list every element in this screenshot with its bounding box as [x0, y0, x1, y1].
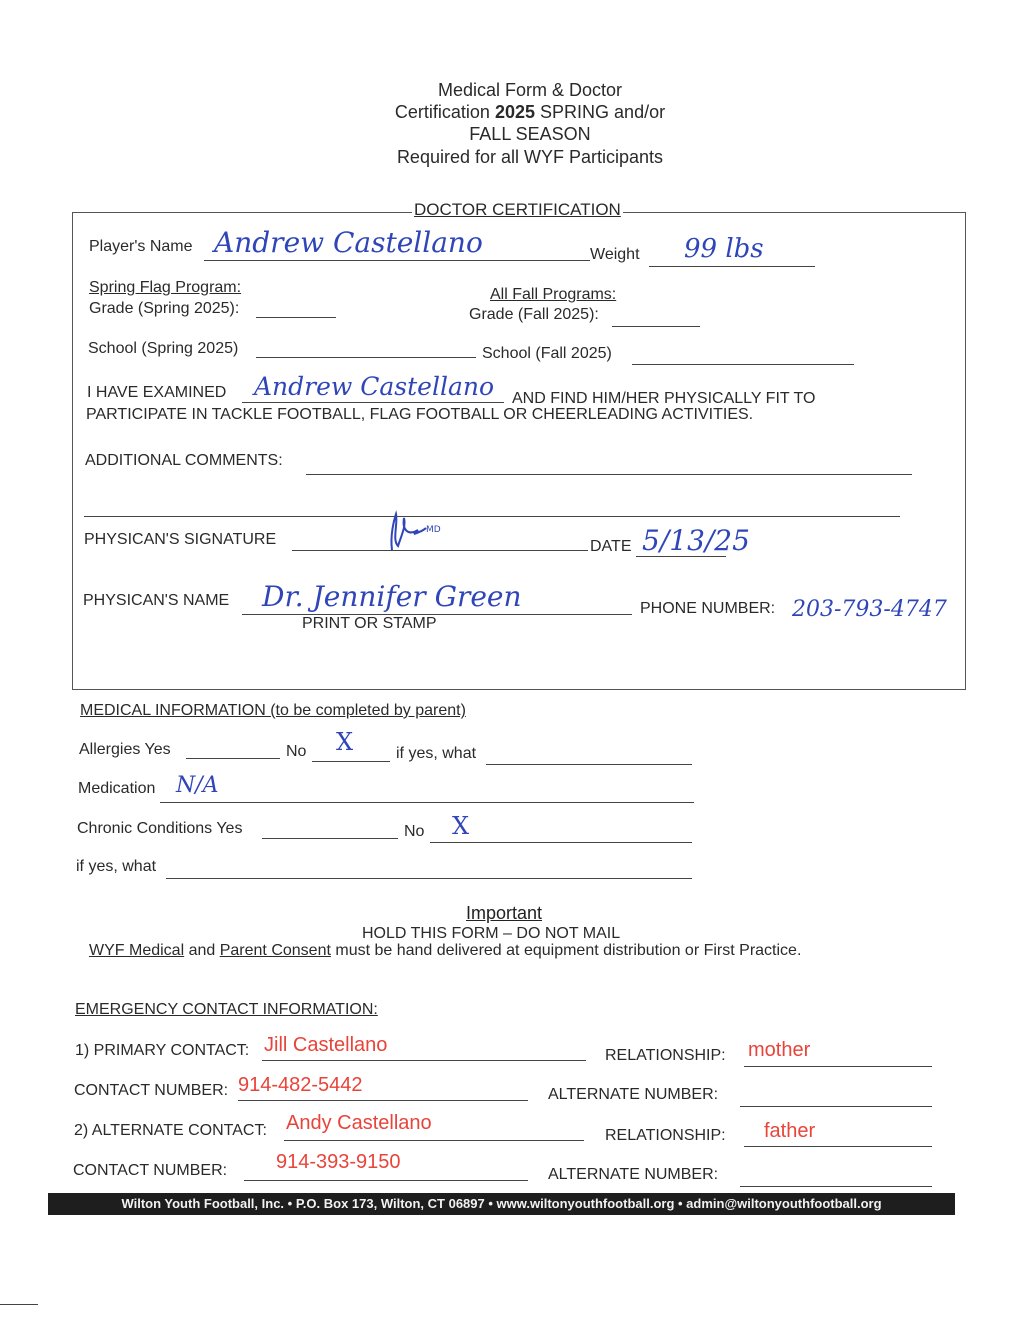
chronic-yes-line[interactable] — [262, 838, 398, 839]
allergies-if-yes-label: if yes, what — [396, 745, 477, 762]
wyf-medical: WYF Medical — [89, 942, 185, 959]
primary-alt-number-label: ALTERNATE NUMBER: — [548, 1086, 719, 1103]
fit-text-2: PARTICIPATE IN TACKLE FOOTBALL, FLAG FOOTBALL OR CHEERLEADING ACTIVITIES. — [86, 406, 754, 423]
footer-bar: Wilton Youth Football, Inc. • P.O. Box 173, Wilton, CT 06897 • www.wiltonyouthfootball.org • admin@wiltonyouthfootball.org — [48, 1193, 955, 1215]
allergies-no-line[interactable] — [312, 761, 390, 762]
fit-text-1: AND FIND HIM/HER PHYSICALLY FIT TO — [512, 390, 816, 407]
grade-spring-line[interactable] — [256, 317, 336, 318]
medication-line — [160, 802, 694, 803]
medication-label: Medication — [78, 780, 156, 797]
important-and: and — [188, 942, 216, 959]
all-fall-programs: All Fall Programs: — [490, 286, 617, 303]
primary-relationship-line — [744, 1066, 932, 1067]
date-label: DATE — [590, 538, 632, 555]
print-or-stamp: PRINT OR STAMP — [302, 615, 437, 632]
important-heading: Important — [466, 903, 543, 923]
allergies-what-line[interactable] — [486, 764, 692, 765]
comments-line-1[interactable] — [306, 474, 912, 475]
spring-flag-program: Spring Flag Program: — [89, 279, 242, 296]
allergies-no-mark[interactable]: X — [336, 728, 354, 756]
players-name-value[interactable]: Andrew Castellano — [214, 226, 483, 259]
physician-name-label: PHYSICAN'S NAME — [83, 592, 230, 609]
physician-signature — [384, 510, 444, 556]
svg-text:MD: MD — [426, 525, 441, 535]
physician-name-line — [242, 614, 632, 615]
primary-number-line — [238, 1100, 528, 1101]
primary-relationship-value[interactable]: mother — [748, 1039, 811, 1061]
chronic-conditions-label: Chronic Conditions Yes — [77, 820, 243, 837]
weight-value[interactable]: 99 lbs — [684, 234, 764, 264]
allergies-yes-line[interactable] — [186, 758, 280, 759]
comments-label: ADDITIONAL COMMENTS: — [85, 452, 283, 469]
alternate-relationship-value[interactable]: father — [764, 1120, 816, 1142]
alternate-contact-line — [284, 1140, 584, 1141]
examined-label: I HAVE EXAMINED — [87, 384, 227, 401]
examined-value[interactable]: Andrew Castellano — [254, 372, 495, 401]
form-title-line4: Required for all WYF Participants — [396, 147, 664, 167]
important-line1: HOLD THIS FORM – DO NOT MAIL — [362, 925, 621, 942]
grade-spring-label: Grade (Spring 2025): — [89, 300, 240, 317]
title-year: 2025 — [494, 102, 536, 122]
grade-fall-line[interactable] — [612, 326, 700, 327]
alternate-relationship-line — [744, 1146, 932, 1147]
allergies-label: Allergies Yes — [79, 741, 171, 758]
alternate-alt-number-line[interactable] — [740, 1186, 932, 1187]
players-name-line — [204, 260, 590, 261]
title-season: SPRING and/or — [540, 102, 666, 122]
chronic-no-line[interactable] — [430, 842, 692, 843]
signature-label: PHYSICAN'S SIGNATURE — [84, 531, 277, 548]
physician-name-value[interactable]: Dr. Jennifer Green — [262, 580, 522, 613]
primary-contact-value[interactable]: Jill Castellano — [264, 1034, 388, 1056]
emergency-heading: EMERGENCY CONTACT INFORMATION: — [75, 1001, 378, 1018]
primary-number-label: CONTACT NUMBER: — [74, 1082, 229, 1099]
allergies-no-label: No — [286, 743, 307, 760]
title-certification: Certification — [394, 102, 490, 122]
phone-value[interactable]: 203-793-4747 — [792, 597, 947, 622]
important-instructions: must be hand delivered at equipment distribution or First Practice. — [335, 942, 802, 959]
school-spring-line[interactable] — [256, 357, 476, 358]
scan-edge-mark — [0, 1304, 38, 1305]
alternate-number-value[interactable]: 914-393-9150 — [276, 1151, 401, 1173]
chronic-no-mark[interactable]: X — [452, 812, 470, 840]
primary-relationship-label: RELATIONSHIP: — [605, 1047, 726, 1064]
comments-line-2[interactable] — [84, 516, 900, 517]
grade-fall-label: Grade (Fall 2025): — [469, 306, 599, 323]
weight-line — [649, 266, 815, 267]
date-value[interactable]: 5/13/25 — [642, 524, 750, 557]
parent-consent: Parent Consent — [219, 942, 331, 959]
form-title-line3: FALL SEASON — [469, 124, 591, 144]
school-fall-label: School (Fall 2025) — [482, 345, 612, 362]
alternate-contact-value[interactable]: Andy Castellano — [286, 1112, 432, 1134]
chronic-no-label: No — [404, 823, 425, 840]
primary-number-value[interactable]: 914-482-5442 — [238, 1074, 363, 1096]
doctor-certification-heading: DOCTOR CERTIFICATION — [414, 200, 621, 219]
medication-value[interactable]: N/A — [176, 773, 219, 798]
phone-label: PHONE NUMBER: — [640, 600, 776, 617]
school-spring-label: School (Spring 2025) — [88, 340, 239, 357]
alternate-number-label: CONTACT NUMBER: — [73, 1162, 228, 1179]
chronic-if-yes-label: if yes, what — [76, 858, 157, 875]
weight-label: Weight — [590, 246, 640, 263]
primary-contact-label: 1) PRIMARY CONTACT: — [75, 1042, 250, 1059]
alternate-contact-label: 2) ALTERNATE CONTACT: — [74, 1122, 267, 1139]
alternate-number-line — [244, 1180, 528, 1181]
players-name-label: Player's Name — [89, 238, 193, 255]
form-title-line2 — [330, 102, 730, 123]
school-fall-line[interactable] — [632, 364, 854, 365]
chronic-what-line[interactable] — [166, 878, 692, 879]
alternate-alt-number-label: ALTERNATE NUMBER: — [548, 1166, 719, 1183]
medical-info-heading: MEDICAL INFORMATION (to be completed by parent) — [80, 702, 466, 719]
important-line2 — [89, 942, 801, 960]
examined-line — [242, 402, 504, 403]
alternate-relationship-label: RELATIONSHIP: — [605, 1127, 726, 1144]
primary-contact-line — [262, 1060, 586, 1061]
form-title-line1: Medical Form & Doctor — [437, 80, 623, 100]
primary-alt-number-line[interactable] — [740, 1106, 932, 1107]
